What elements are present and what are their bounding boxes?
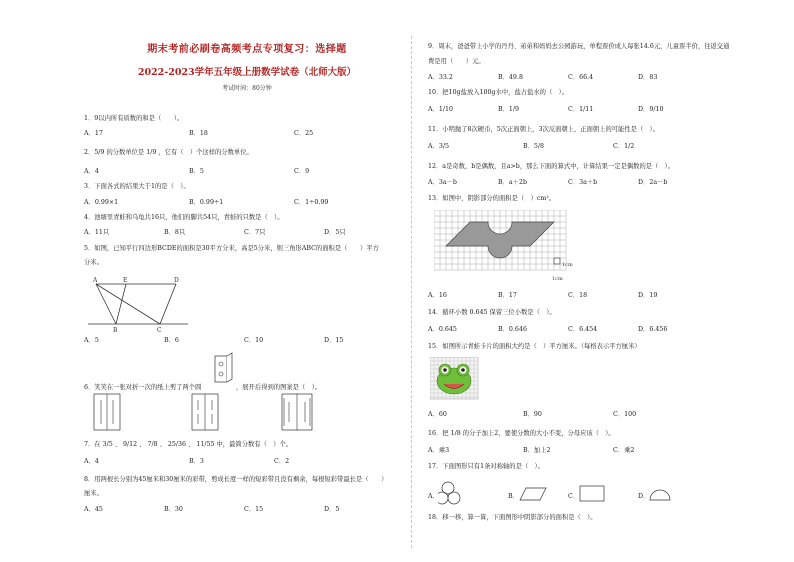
question-6-cont: ，展开后得到的图案是（ ）。: [236, 384, 322, 391]
option: B．18: [189, 130, 208, 137]
option: A．: [428, 493, 439, 500]
page-title: 期末考前必刷卷高频考点专项复习：选择题: [147, 44, 347, 55]
question-17: 17．下面图形只有1条对称轴的是（ ）。: [428, 463, 544, 470]
question-9-cont: 费是用（ ）元。: [428, 58, 485, 65]
option: B．3: [189, 458, 204, 465]
option: C．3a＋b: [568, 179, 598, 186]
question-6: 6．笑笑在一张对折一次的纸上剪了两个圆: [84, 384, 202, 391]
question-17-shapes: [438, 480, 690, 506]
question-12: 12．a是奇数，b是偶数，且a>b，那么下面的算式中，计算结果一定是偶数的是（ ）。: [428, 163, 675, 170]
question-8: 8．用两根长分别为45厘米和30厘米的彩带，剪成长度一样的短彩带且没有剩余，每根短彩带最长是（ ）: [84, 476, 388, 483]
option: B．6: [164, 337, 179, 344]
question-3: 3．下面各式的结果大于1的是（ ）。: [84, 183, 190, 190]
question-10: 10．把10g盐放入100g水中，盐占盐水的（ ）。: [428, 89, 569, 96]
label-d: D: [174, 277, 179, 284]
circle-shape-icon: [438, 492, 448, 504]
question-2: 2．5/9 的分数单位是 1/9 ，它有（ ）个这样的分数单位。: [84, 149, 253, 156]
option: B．5: [189, 168, 204, 175]
option: C．1÷0.99: [294, 199, 329, 206]
question-16: 16．把 1/8 的分子加上2，要使分数的大小不变，分母应该（ ）。: [428, 430, 615, 437]
option: A．11只: [84, 229, 110, 236]
option: B．49.8: [498, 74, 523, 81]
option: D．5: [324, 506, 340, 513]
question-5-cont: 分米。: [84, 259, 103, 266]
option: C．25: [294, 130, 314, 137]
question-9: 9．周末，爸爸带上小学的丹丹、弟弟和妈妈去公园游玩，单程票价成人每张14.6元，儿童票半价，往返交通: [428, 43, 730, 50]
question-6-options-figures: [84, 392, 414, 434]
option: B．: [508, 493, 519, 500]
option: A．1/10: [428, 106, 453, 113]
option: C．1/2: [613, 143, 635, 150]
option: A．4: [84, 458, 99, 465]
unit-label-2: 1cm: [552, 276, 563, 282]
option: C．10: [244, 337, 264, 344]
option: D．6.456: [638, 326, 668, 333]
folded-paper-icon: [214, 352, 234, 384]
option: A．5: [84, 337, 99, 344]
option: A．0.99×1: [84, 199, 119, 206]
option: A．4: [84, 168, 99, 175]
circle-shape-icon: [448, 492, 460, 504]
option: A．16: [428, 292, 447, 299]
exam-time: 考试时间：80分钟: [222, 85, 272, 92]
option: B．90: [523, 411, 542, 418]
option: B．8只: [164, 229, 186, 236]
option: D．19: [638, 292, 658, 299]
question-8-cont: 厘米。: [84, 490, 103, 497]
question-11: 11．小明抛了8次硬币，5次正面朝上，3次反面朝上，正面朝上的可能性是（ ）。: [428, 126, 659, 133]
question-14: 14．循环小数 0.645 保留三位小数是（ ）。: [428, 309, 556, 316]
option: D．9/10: [638, 106, 664, 113]
label-b: B: [113, 327, 118, 332]
option: A．3/5: [428, 143, 449, 150]
label-c: C: [157, 327, 162, 332]
question-5: 5．如图，已知平行四边形BCDE的面积是30平方分米，高是5分米，则三角形ABC的面积是（ ）平方: [84, 245, 379, 252]
option: C．15: [244, 506, 264, 513]
option: A．17: [84, 130, 103, 137]
option: A．3a－b: [428, 179, 457, 186]
column-divider: [411, 36, 412, 548]
option: D．2a－b: [638, 179, 668, 186]
option: B．17: [498, 292, 517, 299]
parallelogram-figure: [84, 274, 194, 332]
option: C．: [568, 493, 580, 500]
option: B．30: [164, 506, 183, 513]
option: B．a＋2b: [498, 179, 528, 186]
option: D．83: [638, 74, 658, 81]
question-1: 1．9以内所有质数的和是（ ）。: [84, 115, 184, 122]
option: A．60: [428, 411, 447, 418]
option: D．5只: [324, 229, 346, 236]
option: C．9: [294, 168, 310, 175]
question-18: 18．移一移，算一算，下面图形中阴影部分的面积是（ ）。: [428, 514, 597, 521]
option: B．0.99÷1: [189, 199, 224, 206]
parallelogram-shape-icon: [520, 488, 546, 500]
option: A．乘3: [428, 447, 450, 454]
question-4: 4．池塘里青蛙和乌龟共16只，他们的脚共54只，青蛙的只数是（ ）。: [84, 214, 284, 221]
question-13: 13．如图中，阴影部分的面积是（ ）cm²。: [428, 195, 556, 202]
option: A．45: [84, 506, 103, 513]
option: C．乘2: [613, 447, 635, 454]
option: D．: [638, 493, 650, 500]
option: B．1/9: [498, 106, 520, 113]
option: C．6.454: [568, 326, 598, 333]
grid-shaded-figure: [434, 210, 584, 286]
option: C．7只: [244, 229, 266, 236]
option: C．66.4: [568, 74, 594, 81]
semicircle-shape-icon: [650, 490, 670, 500]
option: A．33.2: [428, 74, 453, 81]
label-a: A: [93, 277, 98, 284]
option: C．2: [274, 458, 290, 465]
option: B．5/8: [523, 143, 545, 150]
option: B．0.646: [498, 326, 527, 333]
label-e: E: [123, 277, 128, 284]
rectangle-shape-icon: [580, 486, 604, 501]
frog-card-figure: [430, 357, 480, 401]
page-subtitle: 2022-2023学年五年级上册数学试卷（北师大版）: [137, 67, 357, 78]
option: C．1/11: [568, 106, 594, 113]
option: A．0.645: [428, 326, 457, 333]
question-15: 15．如图所示青蛙卡片的面积大约是（ ）平方厘米。（每格表示平方厘米）: [428, 343, 641, 350]
option: D．15: [324, 337, 344, 344]
option: B．加上2: [523, 447, 551, 454]
question-7: 7．在 3/5 、 9/12 、 7/8 、 25/36 、 11/55 中，最简分数有（ ）个。: [84, 441, 293, 448]
unit-label-1: 1cm: [562, 262, 573, 268]
option: C．18: [568, 292, 588, 299]
option: C．100: [613, 411, 637, 418]
